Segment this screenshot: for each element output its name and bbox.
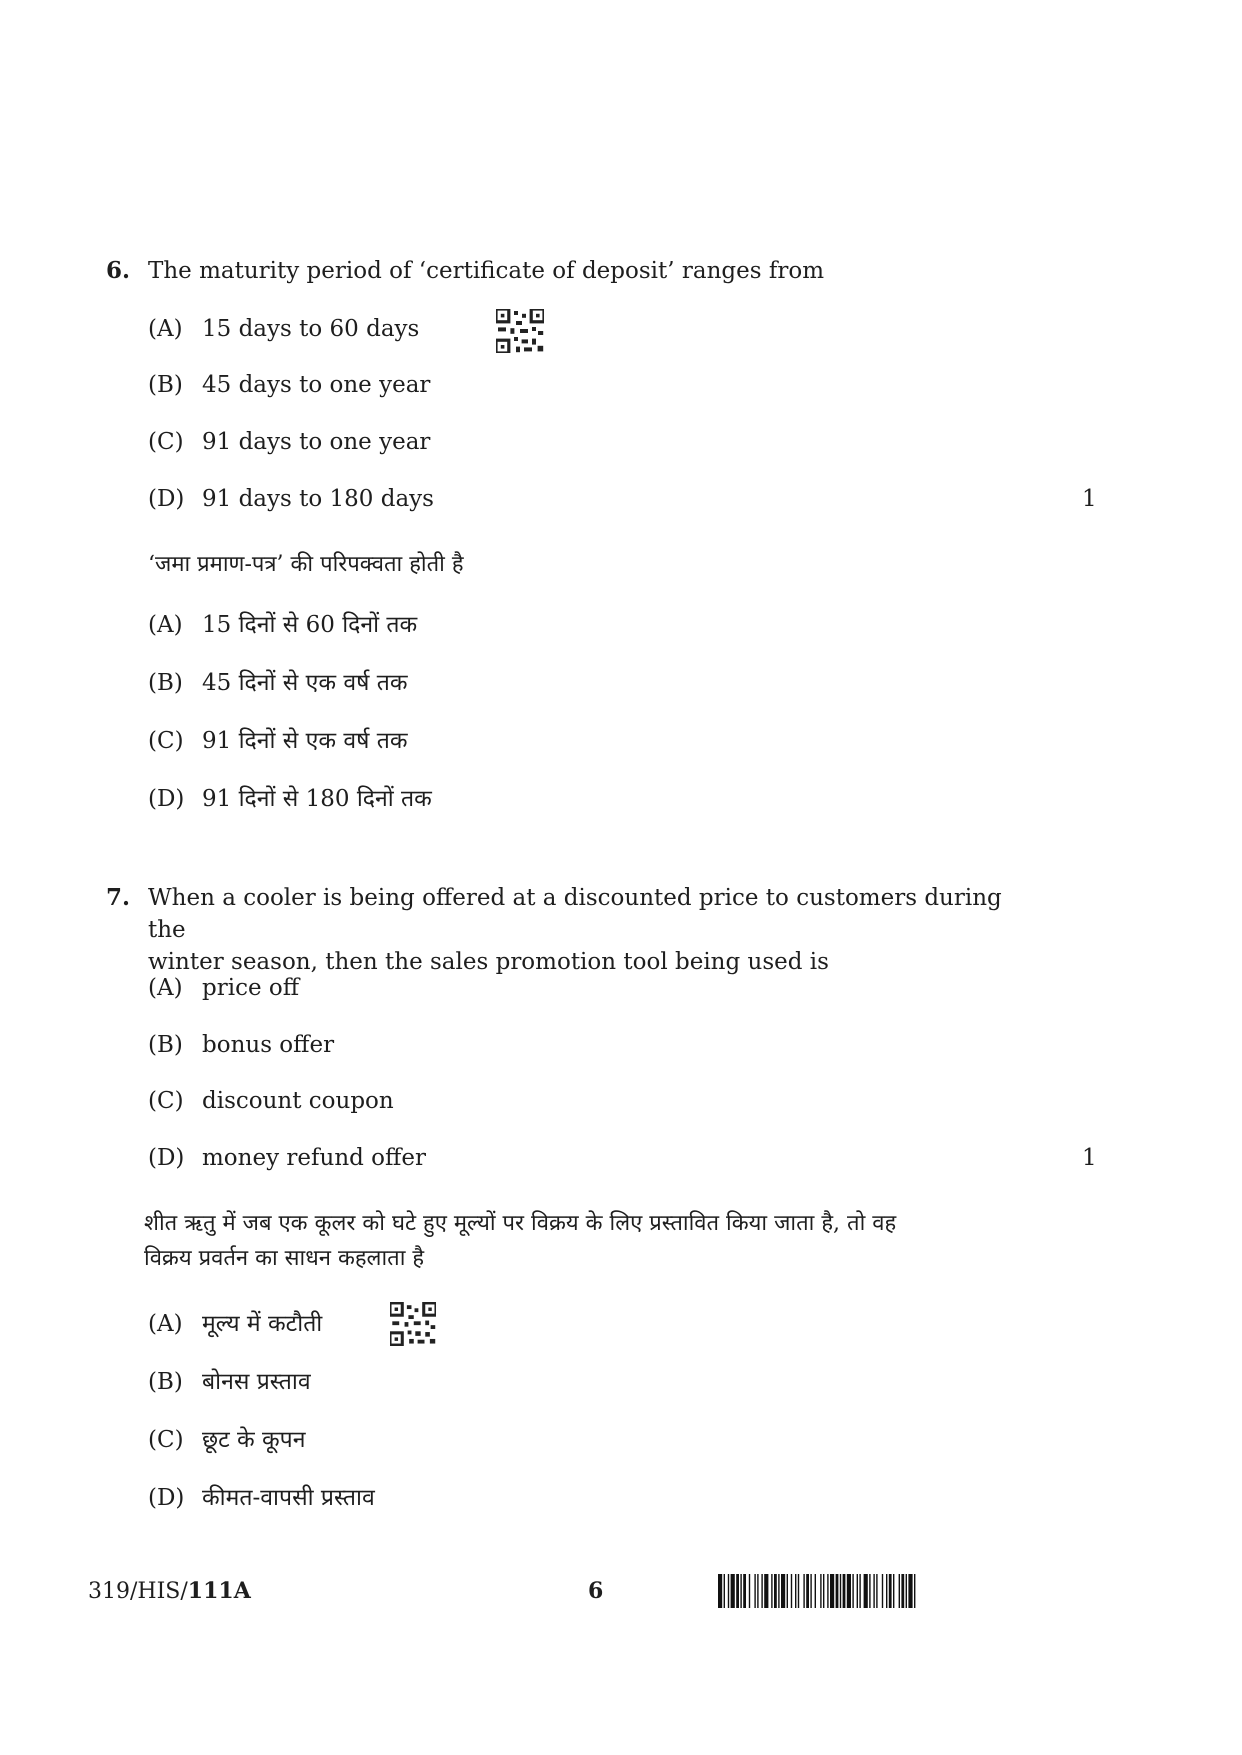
option-text: बोनस प्रस्ताव xyxy=(202,1369,311,1395)
option-label: (C) xyxy=(148,1088,184,1114)
option-text: 45 दिनों से एक वर्ष तक xyxy=(202,670,408,696)
option-a xyxy=(148,314,419,344)
question-number: 7. xyxy=(106,884,131,911)
option-label: (C) xyxy=(148,429,184,455)
page-number: 6 xyxy=(588,1578,604,1604)
option-d-hindi xyxy=(148,1483,375,1513)
question-6-hindi: ‘जमा प्रमाण-पत्र’ की परिपक्वता होती है xyxy=(148,552,464,577)
option-text: मूल्य में कटौती xyxy=(202,1311,323,1337)
option-label: (D) xyxy=(148,786,185,812)
option-label: (A) xyxy=(148,975,183,1001)
barcode-icon xyxy=(718,1574,1000,1608)
option-a-hindi xyxy=(148,1309,322,1339)
paper-code xyxy=(88,1578,251,1604)
option-a xyxy=(148,973,299,1003)
option-c xyxy=(148,1086,394,1116)
option-text: discount coupon xyxy=(202,1088,394,1114)
option-text: 91 days to 180 days xyxy=(202,486,434,512)
option-text: money refund offer xyxy=(202,1145,426,1171)
question-number: 6. xyxy=(106,257,131,284)
option-text: 91 days to one year xyxy=(202,429,431,455)
option-text: 45 days to one year xyxy=(202,372,431,398)
option-b xyxy=(148,1030,334,1060)
option-text: 15 दिनों से 60 दिनों तक xyxy=(202,612,418,638)
option-label: (B) xyxy=(148,1369,183,1395)
option-label: (C) xyxy=(148,1427,184,1453)
option-label: (B) xyxy=(148,1032,183,1058)
paper-code-bold: 111A xyxy=(187,1578,251,1604)
option-c xyxy=(148,427,430,457)
option-text: 91 दिनों से एक वर्ष तक xyxy=(202,728,408,754)
option-label: (D) xyxy=(148,486,185,512)
question-7-hindi-line1: शीत ऋतु में जब एक कूलर को घटे हुए मूल्यों पर विक्रय के लिए प्रस्तावित किया जाता है, तो वह xyxy=(144,1211,897,1236)
option-text: छूट के कूपन xyxy=(202,1427,306,1453)
option-label: (C) xyxy=(148,728,184,754)
option-label: (A) xyxy=(148,316,183,342)
option-text: 15 days to 60 days xyxy=(202,316,420,342)
option-text: price off xyxy=(202,975,300,1001)
option-label: (A) xyxy=(148,1311,183,1337)
marks: 1 xyxy=(1082,1145,1097,1171)
question-text-line1: When a cooler is being offered at a discounted price to customers during the xyxy=(148,885,1002,943)
question-text-line2: winter season, then the sales promotion tool being used is xyxy=(148,949,829,975)
option-c-hindi xyxy=(148,1425,306,1455)
option-label: (D) xyxy=(148,1145,185,1171)
option-d xyxy=(148,1143,426,1173)
paper-code-prefix: 319/HIS/ xyxy=(88,1579,188,1604)
option-text: bonus offer xyxy=(202,1032,335,1058)
option-label: (D) xyxy=(148,1485,185,1511)
question-7 xyxy=(106,882,1046,978)
option-c-hindi xyxy=(148,726,408,756)
question-6 xyxy=(106,255,1046,287)
option-label: (B) xyxy=(148,670,183,696)
qr-code-icon xyxy=(390,1302,436,1346)
option-b-hindi xyxy=(148,1367,311,1397)
question-text: The maturity period of ‘certificate of deposit’ ranges from xyxy=(148,258,825,284)
option-b-hindi xyxy=(148,668,408,698)
qr-code-icon xyxy=(496,309,544,353)
option-text: कीमत-वापसी प्रस्ताव xyxy=(202,1485,375,1511)
option-d-hindi xyxy=(148,784,432,814)
option-label: (A) xyxy=(148,612,183,638)
option-b xyxy=(148,370,430,400)
option-d xyxy=(148,484,434,514)
marks: 1 xyxy=(1082,486,1097,512)
option-text: 91 दिनों से 180 दिनों तक xyxy=(202,786,432,812)
question-7-hindi-line2: विक्रय प्रवर्तन का साधन कहलाता है xyxy=(144,1246,425,1271)
option-label: (B) xyxy=(148,372,183,398)
option-a-hindi xyxy=(148,610,417,640)
